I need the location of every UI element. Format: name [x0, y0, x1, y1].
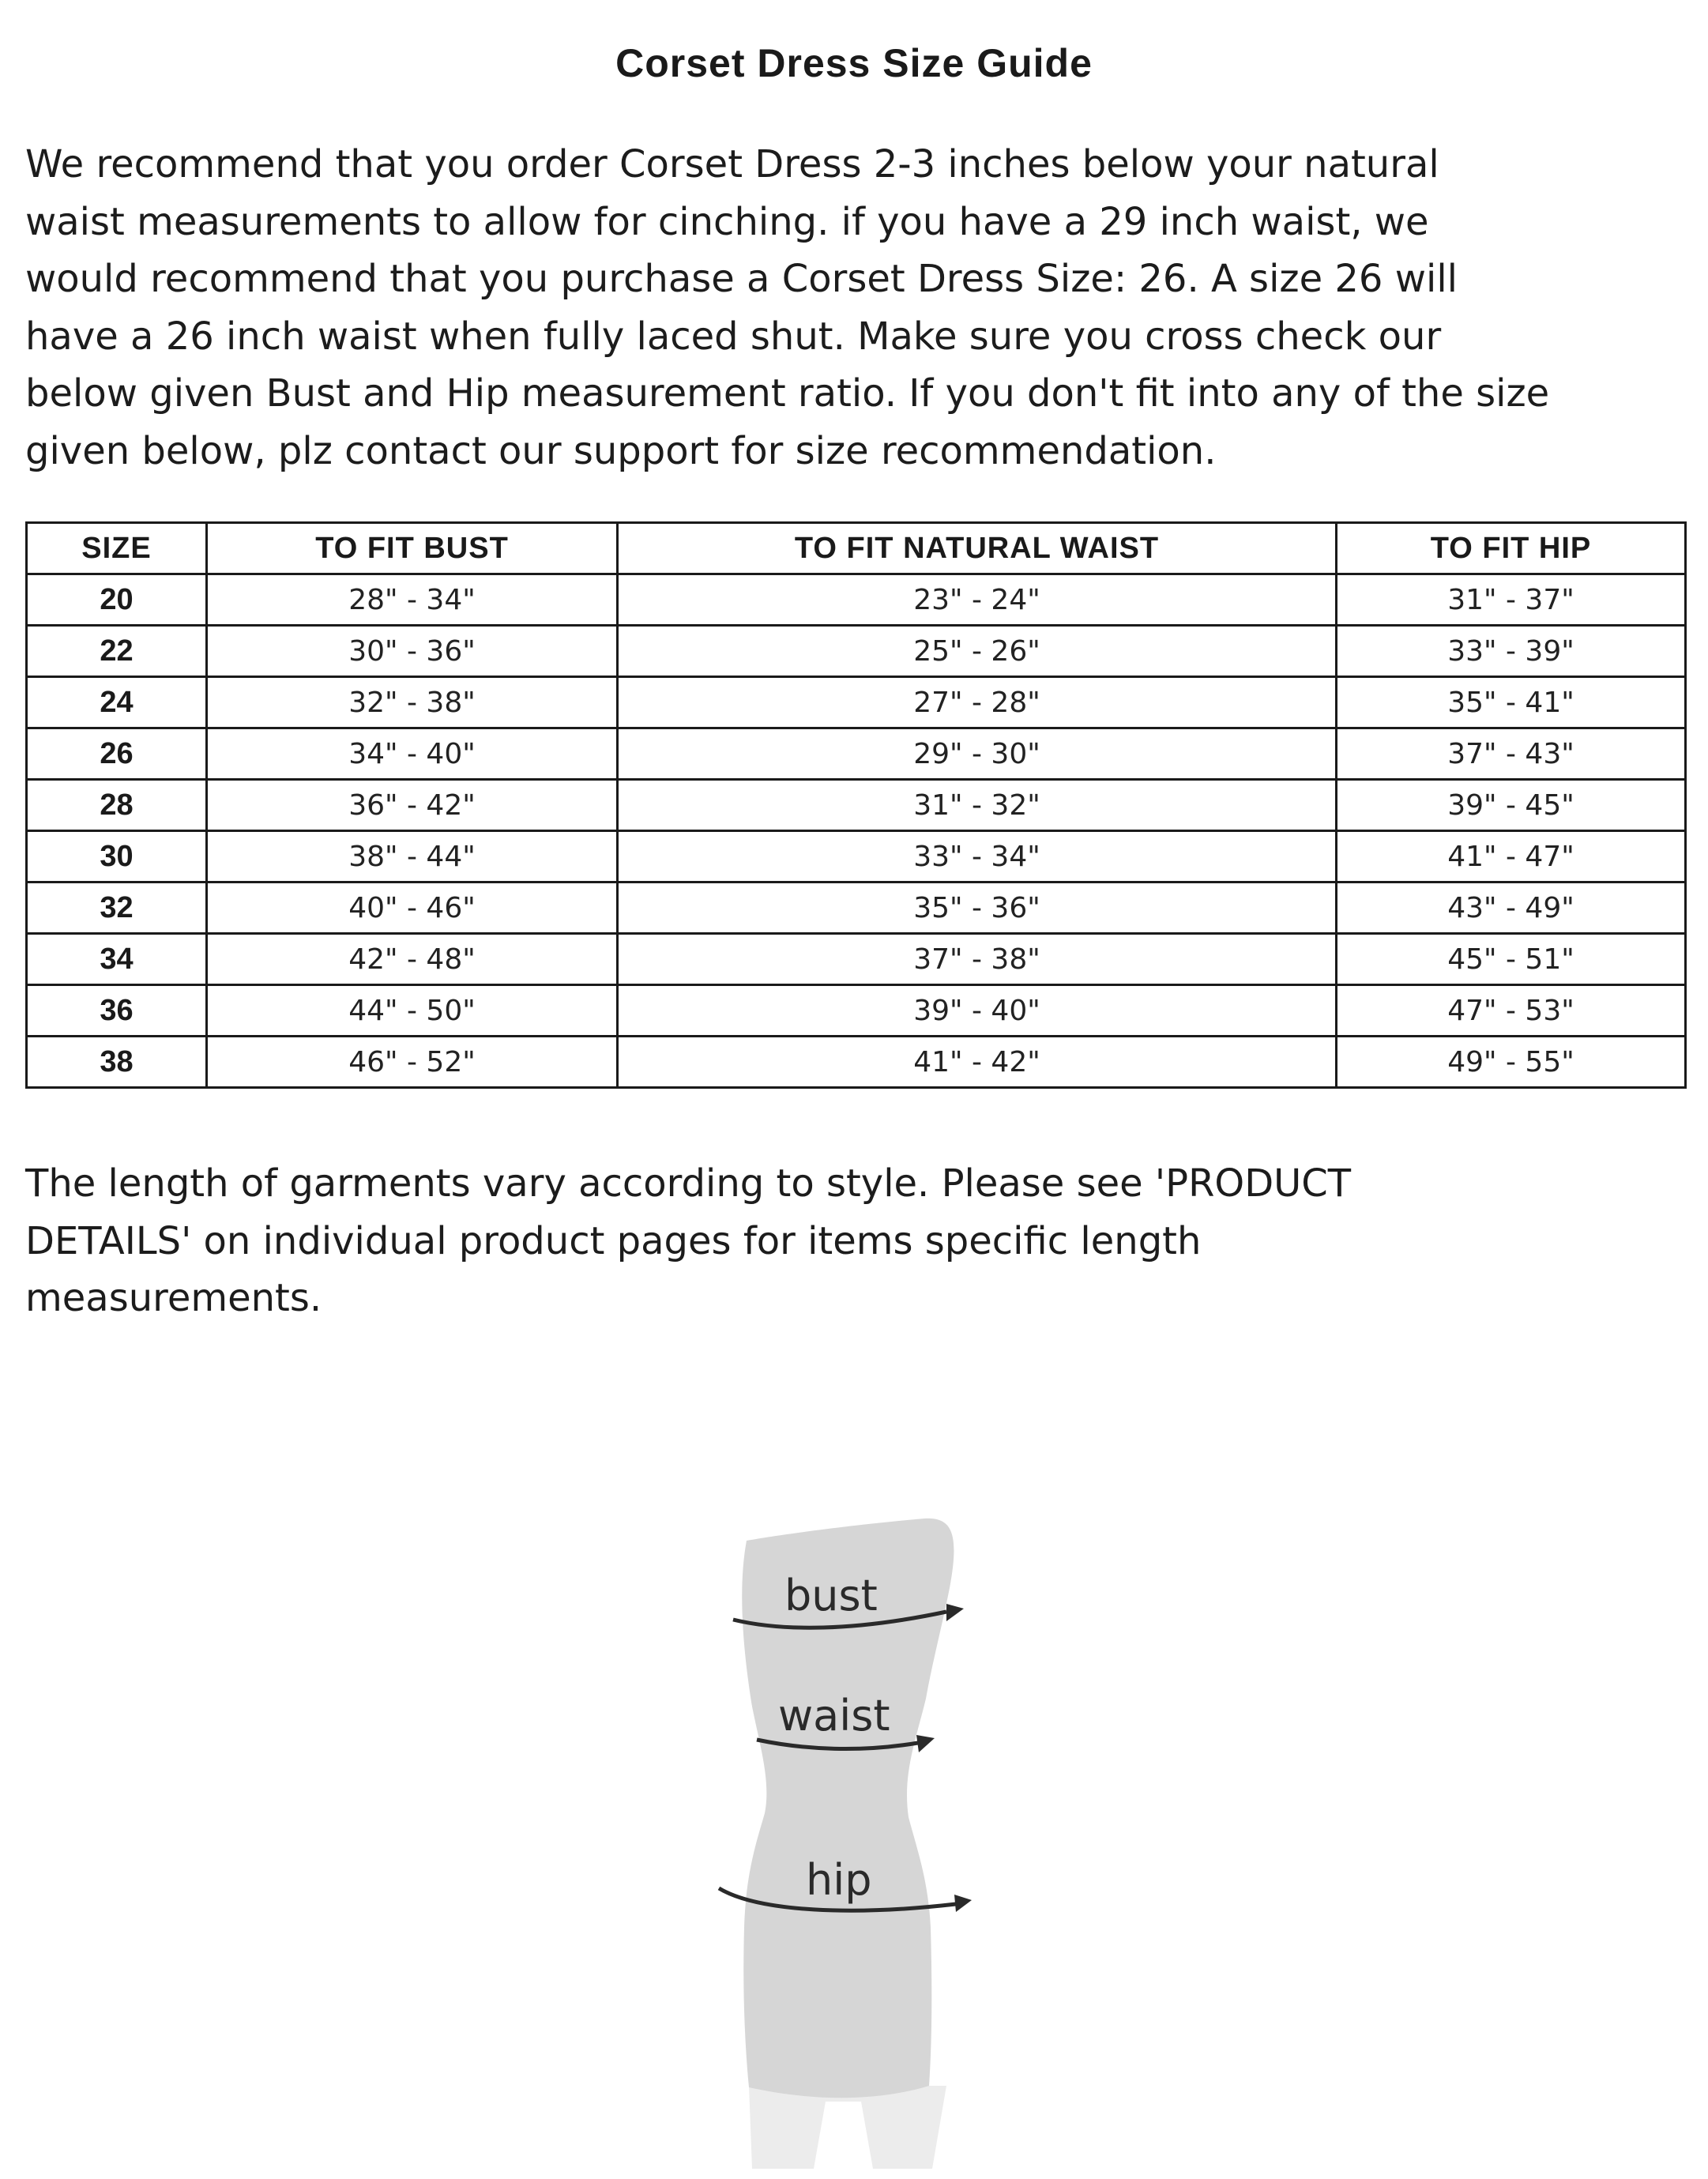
size-cell: 28: [27, 780, 207, 831]
waist-cell: 31" - 32": [618, 780, 1337, 831]
hip-cell: 49" - 55": [1337, 1037, 1686, 1088]
hip-cell: 33" - 39": [1337, 626, 1686, 677]
bust-cell: 38" - 44": [207, 831, 618, 883]
intro-line: We recommend that you order Corset Dress 2-3 inches below your natural: [25, 142, 1439, 186]
bust-cell: 42" - 48": [207, 934, 618, 985]
intro-line: below given Bust and Hip measurement ratio. If you don't fit into any of the size: [25, 371, 1550, 416]
header-hip: TO FIT HIP: [1337, 523, 1686, 574]
bust-cell: 46" - 52": [207, 1037, 618, 1088]
waist-cell: 39" - 40": [618, 985, 1337, 1037]
page-title: Corset Dress Size Guide: [615, 41, 1093, 85]
header-waist: TO FIT NATURAL WAIST: [618, 523, 1337, 574]
table-body: [27, 574, 1686, 1088]
intro-paragraph: [25, 136, 1692, 480]
table-row: [27, 626, 1686, 677]
waist-arrowhead: [916, 1735, 935, 1752]
intro-line: would recommend that you purchase a Corset Dress Size: 26. A size 26 will: [25, 257, 1458, 301]
bust-cell: 44" - 50": [207, 985, 618, 1037]
table-row: [27, 677, 1686, 728]
size-cell: 32: [27, 883, 207, 934]
header-bust: TO FIT BUST: [207, 523, 618, 574]
note-line: measurements.: [25, 1276, 322, 1320]
length-note: [25, 1155, 1692, 1327]
bust-cell: 28" - 34": [207, 574, 618, 626]
hip-label: hip: [806, 1855, 872, 1905]
header-size: SIZE: [27, 523, 207, 574]
legs-shape: [749, 2086, 946, 2169]
hip-cell: 47" - 53": [1337, 985, 1686, 1037]
table-row: [27, 574, 1686, 626]
hip-cell: 45" - 51": [1337, 934, 1686, 985]
size-cell: 20: [27, 574, 207, 626]
table-row: [27, 1037, 1686, 1088]
table-row: [27, 831, 1686, 883]
bust-label: bust: [784, 1571, 878, 1620]
waist-cell: 25" - 26": [618, 626, 1337, 677]
size-cell: 30: [27, 831, 207, 883]
hip-cell: 39" - 45": [1337, 780, 1686, 831]
table-row: [27, 934, 1686, 985]
bust-cell: 36" - 42": [207, 780, 618, 831]
size-cell: 38: [27, 1037, 207, 1088]
waist-label: waist: [778, 1691, 890, 1741]
table-row: [27, 728, 1686, 780]
measurement-figure: [695, 1501, 1011, 2173]
waist-cell: 27" - 28": [618, 677, 1337, 728]
intro-line: have a 26 inch waist when fully laced shut. Make sure you cross check our: [25, 314, 1442, 359]
size-cell: 34: [27, 934, 207, 985]
bust-cell: 32" - 38": [207, 677, 618, 728]
table-row: [27, 780, 1686, 831]
intro-line: given below, plz contact our support for size recommendation.: [25, 428, 1217, 473]
note-line: The length of garments vary according to style. Please see 'PRODUCT: [25, 1161, 1352, 1206]
waist-cell: 33" - 34": [618, 831, 1337, 883]
bust-cell: 30" - 36": [207, 626, 618, 677]
size-cell: 26: [27, 728, 207, 780]
table-row: [27, 985, 1686, 1037]
bust-cell: 40" - 46": [207, 883, 618, 934]
size-cell: 22: [27, 626, 207, 677]
waist-cell: 41" - 42": [618, 1037, 1337, 1088]
hip-cell: 35" - 41": [1337, 677, 1686, 728]
size-table: [25, 521, 1687, 1089]
table-header-row: [27, 523, 1686, 574]
bust-cell: 34" - 40": [207, 728, 618, 780]
hip-arrowhead: [954, 1895, 972, 1912]
hip-cell: 41" - 47": [1337, 831, 1686, 883]
waist-cell: 29" - 30": [618, 728, 1337, 780]
waist-cell: 35" - 36": [618, 883, 1337, 934]
hip-cell: 43" - 49": [1337, 883, 1686, 934]
intro-line: waist measurements to allow for cinching. if you have a 29 inch waist, we: [25, 199, 1429, 244]
bust-arrowhead: [946, 1604, 964, 1621]
waist-cell: 23" - 24": [618, 574, 1337, 626]
size-cell: 36: [27, 985, 207, 1037]
note-line: DETAILS' on individual product pages for items specific length: [25, 1218, 1202, 1263]
size-cell: 24: [27, 677, 207, 728]
table-row: [27, 883, 1686, 934]
hip-cell: 37" - 43": [1337, 728, 1686, 780]
hip-cell: 31" - 37": [1337, 574, 1686, 626]
waist-cell: 37" - 38": [618, 934, 1337, 985]
